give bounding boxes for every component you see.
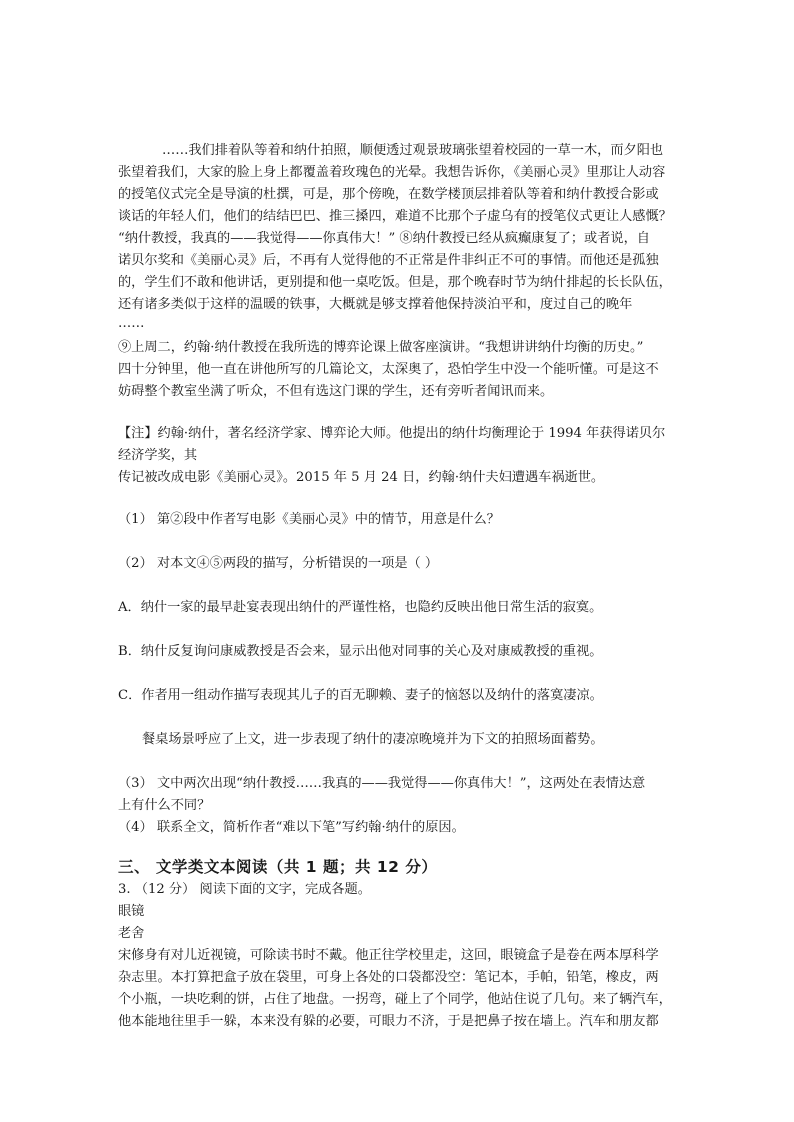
passage-line: 还有诸多类似于这样的温暖的铁事，大概就是够支撑着他保持淡泊平和，度过自己的晚年	[118, 297, 633, 312]
question-3: （3） 文中两次出现“纳什教授……我真的——我觉得——你真伟大！”，这两处在表情达意	[118, 776, 646, 791]
story-author: 老舍	[118, 926, 145, 941]
story-line: 杂志里。本打算把盒子放在袋里，可身上各处的口袋都没空：笔记本，手帕，铅笔，橡皮，两	[118, 970, 659, 985]
story-line: 宋修身有对儿近视镜，可除读书时不戴。他正往学校里走，这回，眼镜盒子是卷在两本厚科学	[118, 948, 659, 963]
question-2: （2） 对本文④⑤两段的描写，分析错误的一项是（ ）	[118, 556, 439, 571]
passage-line: 四十分钟里，他一直在讲他所写的几篇论文，太深奥了，恐怕学生中没一个能听懂。可是这不	[118, 362, 659, 377]
passage-line: ⑨上周二，约翰·纳什教授在我所选的博弈论课上做客座演讲。“我想讲讲纳什均衡的历史。”	[118, 340, 644, 355]
question-3-continued: 上有什么不同？	[118, 798, 211, 813]
passage-line: “纳什教授，我真的——我觉得——你真伟大！” ⑧纳什教授已经从疯癫康复了；或者说，自	[118, 231, 650, 246]
footnote-line: 传记被改成电影《美丽心灵》。2015 年 5 月 24 日，约翰·纳什夫妇遭遇车祸逝世。	[118, 470, 605, 485]
section-heading: 三、 文学类文本阅读（共 1 题；共 12 分）	[118, 858, 438, 876]
passage-line: 妨碍整个教室坐满了听众，不但有选这门课的学生，还有旁听者闻讯而来。	[118, 384, 554, 399]
passage-line: ……	[118, 316, 145, 331]
footnote-line: 经济学奖，其	[118, 448, 198, 463]
passage-line: 谈话的年轻人们，他们的结结巴巴、推三搡四，难道不比那个子虚乌有的授笔仪式更让人感慨？	[118, 209, 672, 224]
passage-line: 的授笔仪式完全是导演的杜撰，可是，那个傍晚，在数学楼顶层排着队等着和纳什教授合影或	[118, 187, 659, 202]
option-b: B．纳什反复询问康威教授是否会来，显示出他对同事的关心及对康威教授的重视。	[118, 644, 603, 659]
passage-line: ……我们排着队等着和纳什拍照，顺便透过观景玻璃张望着校园的一草一木，而夕阳也	[162, 143, 664, 158]
question-4: （4） 联系全文，简析作者“难以下笔”写约翰·纳什的原因。	[118, 820, 465, 835]
question-intro: 3. （12 分） 阅读下面的文字，完成各题。	[118, 882, 371, 897]
passage-line: 的，学生们不敢和他讲话，更别提和他一桌吃饭。但是，那个晚春时节为纳什排起的长长队伍，	[118, 275, 672, 290]
passage-line: 诺贝尔奖和《美丽心灵》后，不再有人觉得他的不正常是件非纠正不可的事情。而他还是孤独	[118, 253, 659, 268]
story-line: 他本能地往里手一躲，本来没有躲的必要，可眼力不济，于是把鼻子按在墙上。汽车和朋友都	[118, 1014, 659, 1029]
story-line: 个小瓶，一块吃剩的饼，占住了地盘。一拐弯，碰上了个同学，他站住说了几句。来了辆汽车，	[118, 992, 672, 1007]
question-1: （1） 第②段中作者写电影《美丽心灵》中的情节，用意是什么？	[118, 512, 500, 527]
option-a: A．纳什一家的最早赴宴表现出纳什的严谨性格，也隐约反映出他日常生活的寂寞。	[118, 600, 603, 615]
footnote-line: 【注】约翰·纳什，著名经济学家、博弈论大师。他提出的纳什均衡理论于 1994 年获得诺贝尔	[118, 426, 666, 441]
option-d: 餐桌场景呼应了上文，进一步表现了纳什的凄凉晚境并为下文的拍照场面蓄势。	[142, 732, 604, 747]
passage-line: 张望着我们，大家的脸上身上都覆盖着玫瑰色的光晕。我想告诉你，《美丽心灵》里那让人动容	[118, 165, 666, 180]
option-c: C．作者用一组动作描写表现其儿子的百无聊赖、妻子的恼怒以及纳什的落寞凄凉。	[118, 688, 603, 703]
story-title: 眼镜	[118, 904, 145, 919]
